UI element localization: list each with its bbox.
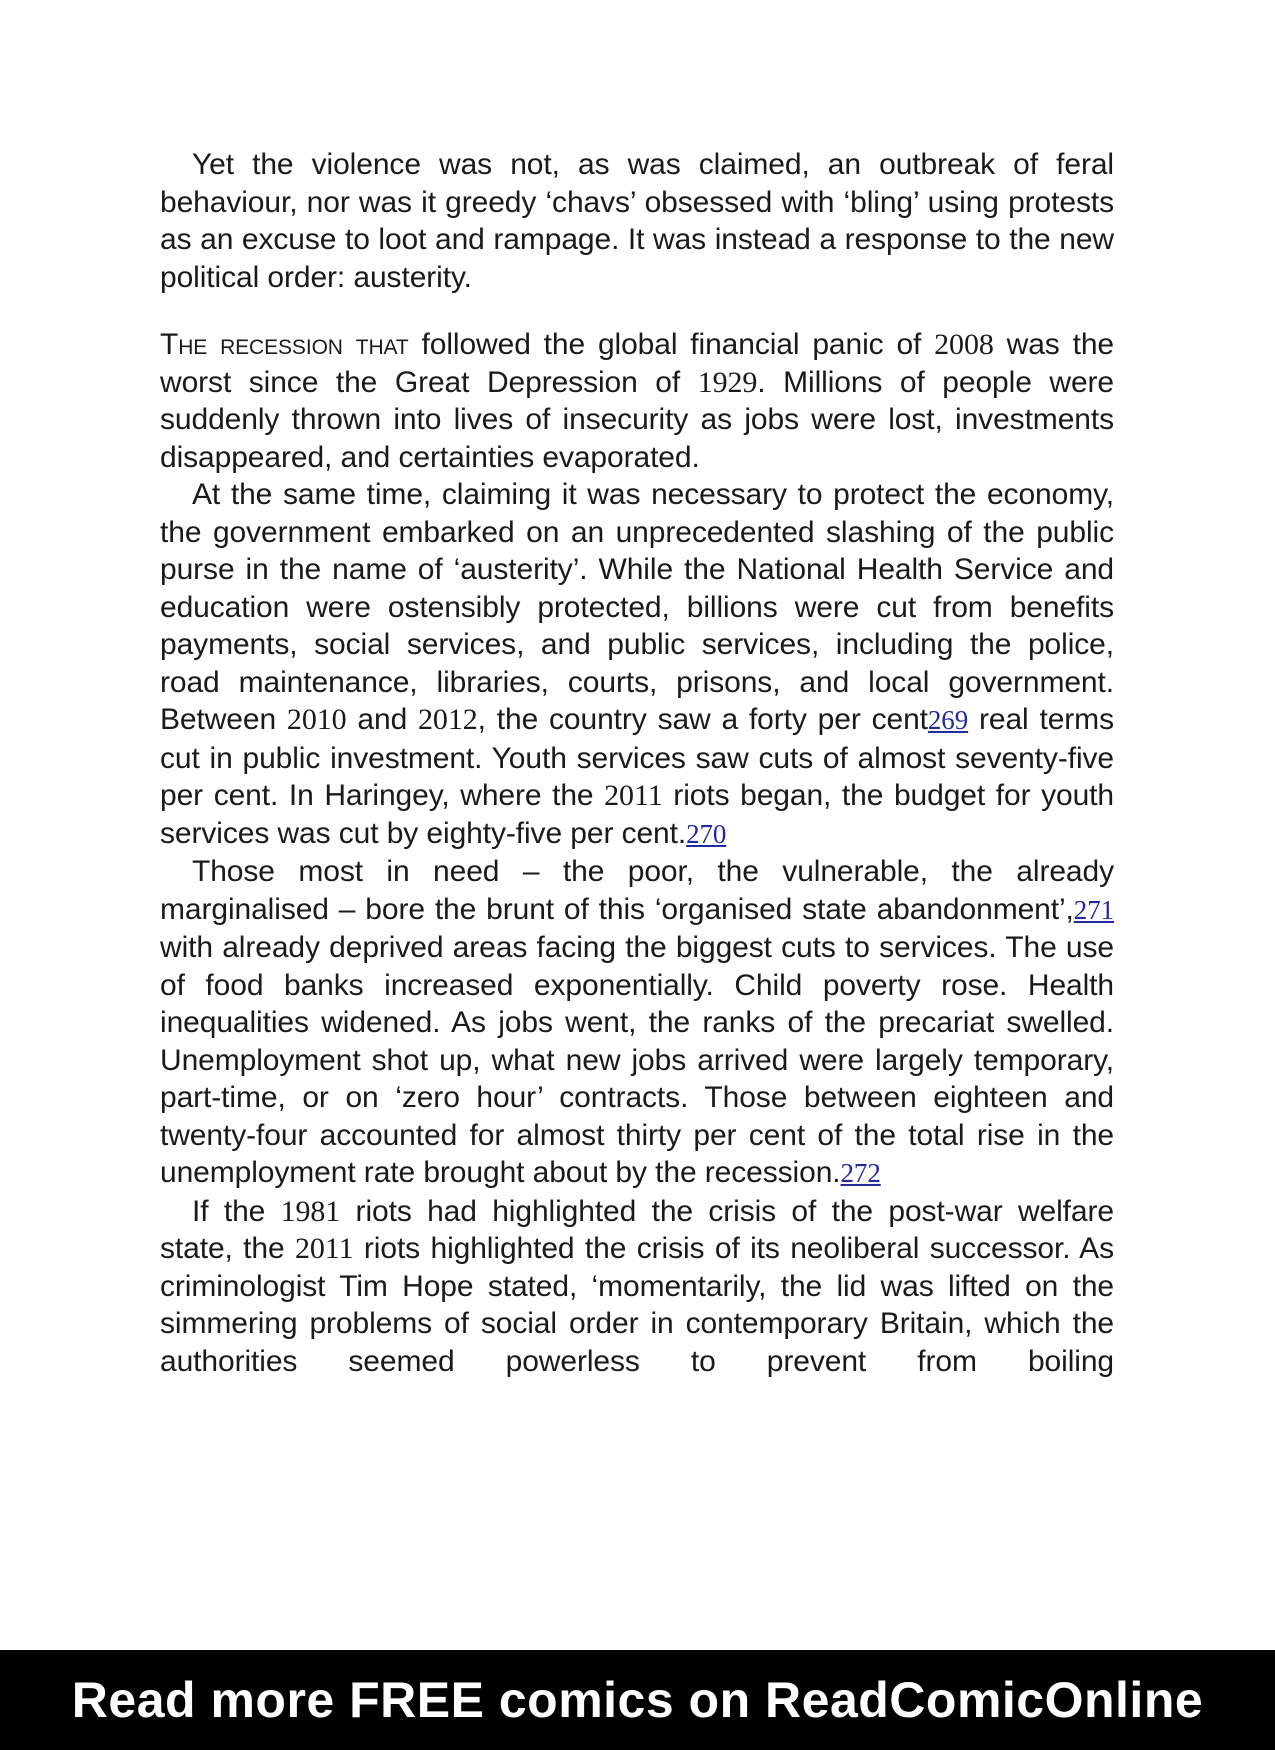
text-run: riots began, the budget for youth services was cut by eighty-five per cent. — [160, 779, 1114, 850]
section-opening-paragraph — [160, 326, 1114, 476]
text-run: . Millions of people were suddenly thrown into lives of insecurity as jobs were lost, investments disappeared, and certainties evaporated. — [160, 365, 1114, 474]
text-run: real terms cut in public investment. Youth services saw cuts of almost seventy-five per cent. In Haringey, where the — [160, 703, 1114, 812]
year: 1981 — [280, 1194, 341, 1228]
text-run: riots had highlighted the crisis of the post-war welfare state, the — [160, 1194, 1114, 1265]
small-caps-lead-in: The recession that — [160, 328, 409, 361]
text-run: and — [346, 703, 419, 736]
year: 2011 — [295, 1232, 354, 1265]
year: 2010 — [286, 703, 347, 736]
promo-banner[interactable] — [0, 1650, 1275, 1750]
text-run: If the — [192, 1194, 281, 1228]
text-run: Those most in need – the poor, the vulnerable, the already marginalised – bore the brunt of this ‘organised state abandonment’, — [160, 855, 1114, 926]
paragraph: Yet the violence was not, as was claimed, an outbreak of feral behaviour, nor was it greedy ‘chavs’ obsessed with ‘bling’ using protests as an excuse to loot and rampage. It was instead a response to the new political order: austerity. — [160, 148, 1114, 294]
paragraph — [160, 853, 1114, 1193]
year: 2012 — [418, 703, 478, 736]
footnote-link-271[interactable]: 271 — [1073, 894, 1114, 925]
year: 2011 — [604, 779, 663, 812]
promo-banner-text[interactable]: Read more FREE comics on ReadComicOnline — [71, 1672, 1204, 1728]
text-run: with already deprived areas facing the biggest cuts to services. The use of food banks increased exponentially. Child poverty rose. Health inequalities widened. As jobs went, the ranks of the precariat swelled. Unemployment shot up, what new jobs arrived were largely temporary, part-time, or on ‘zero hour’ contracts. Those between eighteen and twenty-four accounted for almost thirty per cent of the total rise in the unemployment rate brought about by the recession. — [160, 931, 1114, 1189]
text-run: riots highlighted the crisis of its neoliberal successor. As criminologist Tim Hope stated, ‘momentarily, the lid was lifted on the simmering problems of social order in contemporary Britain, which the authorities seemed powerless to prevent from boiling — [160, 1232, 1114, 1378]
text-run: followed the global financial panic of — [408, 328, 935, 361]
footnote-link-272[interactable]: 272 — [840, 1158, 881, 1188]
year: 2008 — [934, 328, 994, 361]
footnote-link-269[interactable]: 269 — [927, 705, 969, 735]
paragraph — [160, 1193, 1114, 1381]
text-run: was the worst since the Great Depression of — [160, 328, 1114, 399]
text-run: At the same time, claiming it was necessary to protect the economy, the government embarked on an unprecedented slashing of the public purse in the name of ‘austerity’. While the National Health Service and education were ostensibly protected, billions were cut from benefits payments, social services, and public services, including the police, road maintenance, libraries, courts, prisons, and local government. Between — [160, 478, 1114, 736]
footnote-link-270[interactable]: 270 — [686, 818, 727, 849]
text-run: , the country saw a forty per cent — [477, 703, 928, 736]
paragraph — [160, 476, 1114, 853]
year: 1929 — [697, 365, 758, 399]
book-page-body — [160, 146, 1114, 1380]
